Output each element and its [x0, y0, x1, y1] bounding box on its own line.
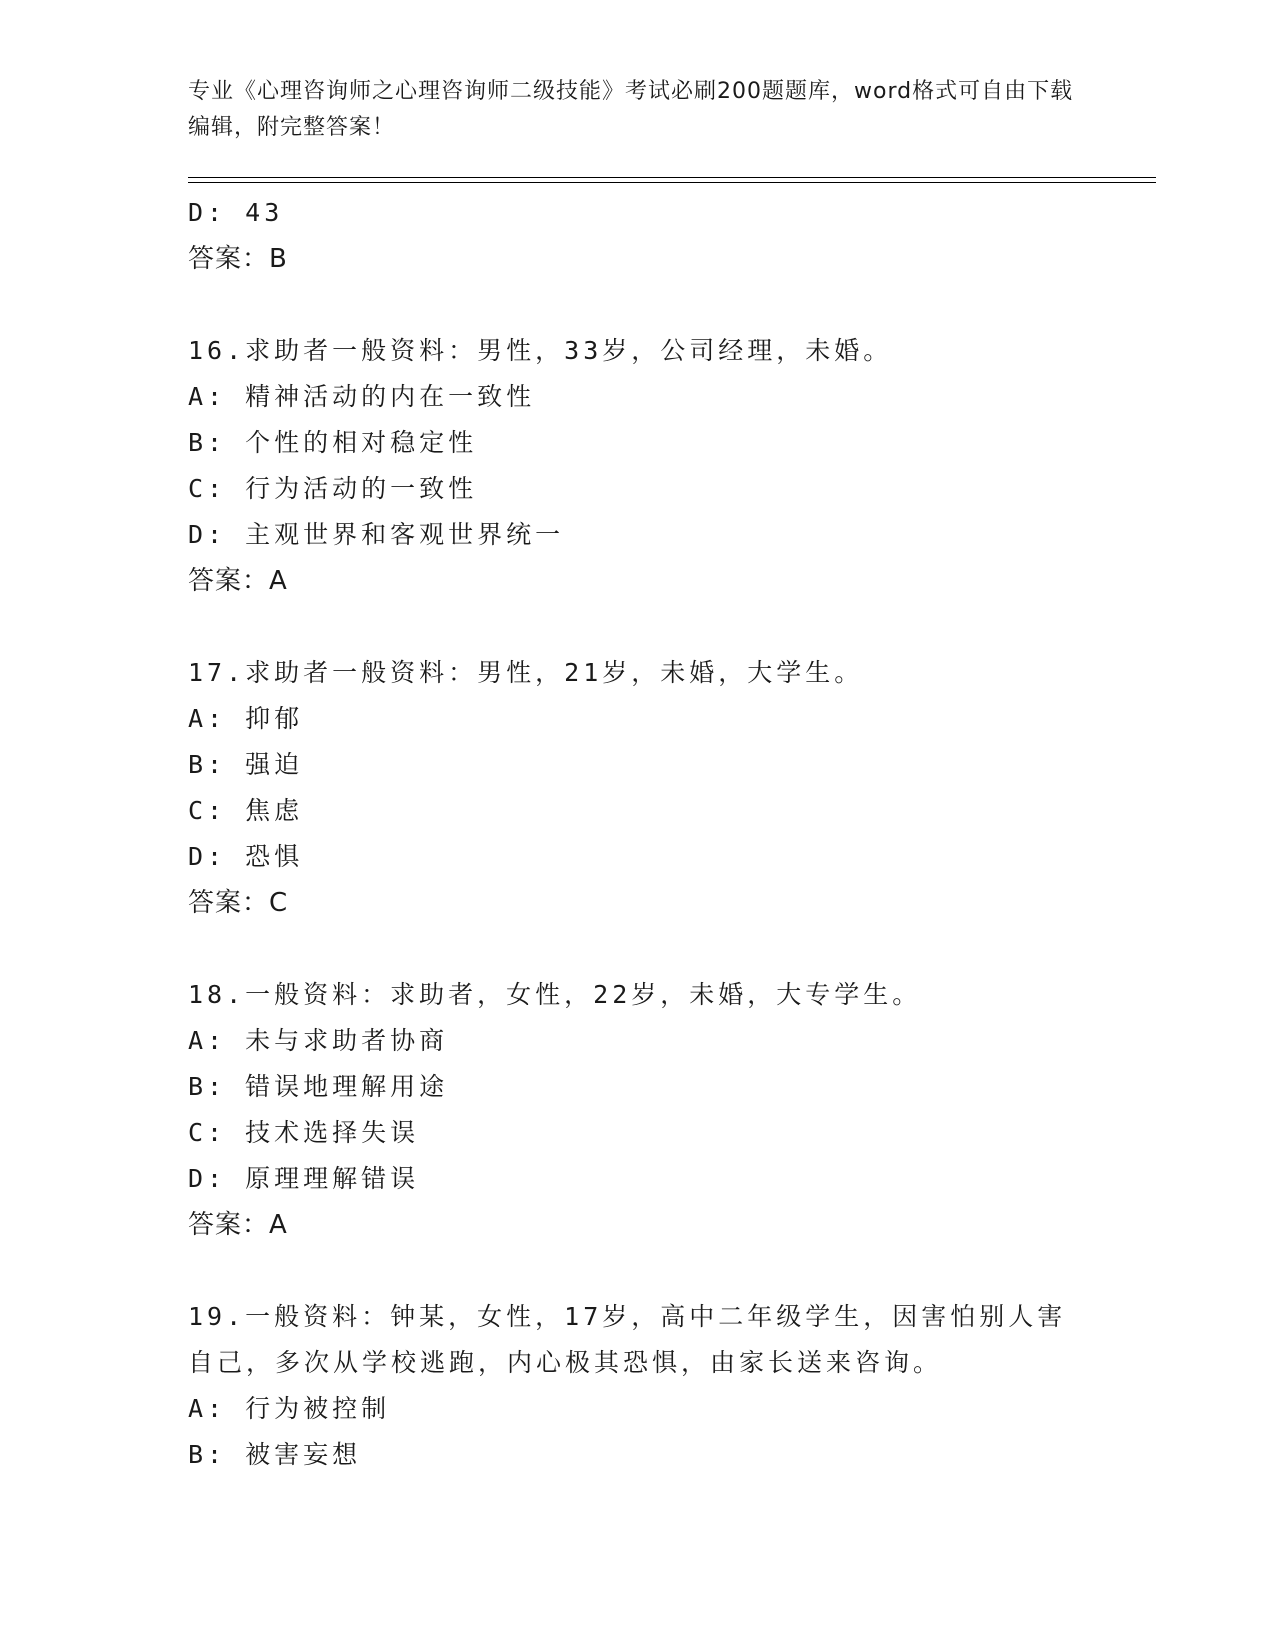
option-a: A: 抑郁 [188, 704, 304, 733]
answer: 答案：A [188, 566, 288, 596]
question-content [188, 190, 1088, 1478]
option-c: C: 技术选择失误 [188, 1118, 420, 1147]
option-c: C: 焦虑 [188, 796, 304, 825]
question-stem: 17.求助者一般资料：男性，21岁，未婚，大学生。 [188, 658, 864, 687]
answer-carryover: 答案：B [188, 244, 288, 274]
option-a: A: 行为被控制 [188, 1394, 391, 1423]
option-b: B: 被害妄想 [188, 1440, 362, 1469]
document-header: 专业《心理咨询师之心理咨询师二级技能》考试必刷200题题库，word格式可自由下载编辑，附完整答案！ [188, 79, 1074, 140]
spacer [188, 1248, 1088, 1294]
option-c: C: 行为活动的一致性 [188, 474, 478, 503]
option-b: B: 个性的相对稳定性 [188, 428, 478, 457]
spacer [188, 282, 1088, 328]
option-b: B: 强迫 [188, 750, 304, 779]
question-19 [188, 1294, 1088, 1478]
spacer [188, 926, 1088, 972]
question-stem: 18.一般资料：求助者，女性，22岁，未婚，大专学生。 [188, 980, 922, 1009]
header-divider-top [188, 177, 1156, 178]
question-stem: 19.一般资料：钟某，女性，17岁，高中二年级学生，因害怕别人害自己，多次从学校逃跑，内心极其恐惧，由家长送来咨询。 [188, 1302, 1067, 1377]
answer: 答案：A [188, 1210, 288, 1240]
question-17 [188, 650, 1088, 926]
option-a: A: 精神活动的内在一致性 [188, 382, 536, 411]
option-d-carryover: D: 43 [188, 198, 284, 227]
option-d: D: 恐惧 [188, 842, 304, 871]
option-b: B: 错误地理解用途 [188, 1072, 449, 1101]
option-d: D: 主观世界和客观世界统一 [188, 520, 565, 549]
option-a: A: 未与求助者协商 [188, 1026, 449, 1055]
answer: 答案：C [188, 888, 289, 918]
question-stem: 16.求助者一般资料：男性，33岁，公司经理，未婚。 [188, 336, 893, 365]
question-16 [188, 328, 1088, 604]
header-divider-bottom [188, 182, 1156, 183]
question-18 [188, 972, 1088, 1248]
spacer [188, 604, 1088, 650]
option-d: D: 原理理解错误 [188, 1164, 420, 1193]
